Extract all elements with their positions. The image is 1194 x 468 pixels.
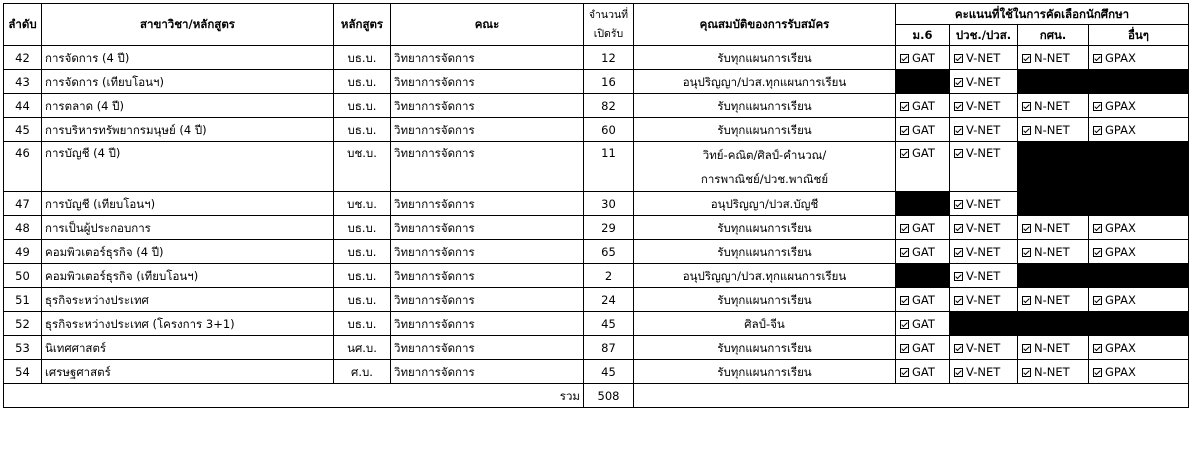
header-m6: ม.6: [896, 25, 950, 46]
row-faculty: วิทยาการจัดการ: [391, 312, 584, 336]
checkbox-checked-icon: [1093, 296, 1102, 305]
checkbox-checked-icon: [900, 102, 909, 111]
score-voc: [950, 192, 1018, 216]
score-label: GAT: [912, 50, 935, 65]
checkbox-checked-icon: [1022, 344, 1031, 353]
row-no: 42: [4, 46, 42, 70]
score-other: [1089, 240, 1189, 264]
score-label: N-NET: [1034, 292, 1070, 307]
row-degree: บธ.บ.: [334, 264, 391, 288]
row-qualification: อนุปริญญา/ปวส.ทุกแผนการเรียน: [634, 70, 896, 94]
row-faculty: วิทยาการจัดการ: [391, 360, 584, 384]
row-seats: 30: [584, 192, 634, 216]
row-seats: 65: [584, 240, 634, 264]
row-major: การจัดการ (4 ปี): [42, 46, 334, 70]
table-row: [4, 288, 1189, 312]
table-row: [4, 142, 1189, 192]
row-faculty: วิทยาการจัดการ: [391, 240, 584, 264]
row-no: 47: [4, 192, 42, 216]
checkbox-checked-icon: [954, 78, 963, 87]
score-other: [1089, 94, 1189, 118]
score-nfe: [1018, 94, 1089, 118]
row-seats: 2: [584, 264, 634, 288]
row-major: การตลาด (4 ปี): [42, 94, 334, 118]
score-label: GAT: [912, 244, 935, 259]
row-faculty: วิทยาการจัดการ: [391, 192, 584, 216]
checkbox-checked-icon: [900, 368, 909, 377]
checkbox-checked-icon: [954, 54, 963, 63]
score-m6: [896, 240, 950, 264]
row-faculty: วิทยาการจัดการ: [391, 288, 584, 312]
score-voc: [950, 288, 1018, 312]
score-voc-nfe-other-blocked: [950, 312, 1189, 336]
score-voc: [950, 94, 1018, 118]
row-qualification: รับทุกแผนการเรียน: [634, 336, 896, 360]
row-major: ธุรกิจระหว่างประเทศ: [42, 288, 334, 312]
score-label: GAT: [912, 364, 935, 379]
header-scores: คะแนนที่ใช้ในการคัดเลือกนักศึกษา: [896, 4, 1189, 25]
score-label: N-NET: [1034, 244, 1070, 259]
row-faculty: วิทยาการจัดการ: [391, 46, 584, 70]
row-no: 48: [4, 216, 42, 240]
table-row: [4, 216, 1189, 240]
table-row: [4, 70, 1189, 94]
row-degree: ศ.บ.: [334, 360, 391, 384]
checkbox-checked-icon: [1022, 296, 1031, 305]
row-major: การบัญชี (เทียบโอนฯ): [42, 192, 334, 216]
score-m6: [896, 312, 950, 336]
checkbox-checked-icon: [1093, 54, 1102, 63]
score-m6-blocked: [896, 70, 950, 94]
score-m6: [896, 216, 950, 240]
score-label: GAT: [912, 340, 935, 355]
checkbox-checked-icon: [954, 224, 963, 233]
row-major: การเป็นผู้ประกอบการ: [42, 216, 334, 240]
row-seats: 24: [584, 288, 634, 312]
row-seats: 45: [584, 312, 634, 336]
row-degree: บช.บ.: [334, 142, 391, 192]
row-seats: 11: [584, 142, 634, 192]
row-degree: บธ.บ.: [334, 288, 391, 312]
row-faculty: วิทยาการจัดการ: [391, 216, 584, 240]
score-voc: [950, 336, 1018, 360]
score-nfe: [1018, 360, 1089, 384]
table-row: [4, 94, 1189, 118]
score-label: V-NET: [966, 220, 1001, 235]
header-major: สาขาวิชา/หลักสูตร: [42, 4, 334, 46]
score-nfe-other-blocked: [1018, 264, 1189, 288]
row-faculty: วิทยาการจัดการ: [391, 142, 584, 192]
row-degree: บธ.บ.: [334, 312, 391, 336]
row-degree: บธ.บ.: [334, 46, 391, 70]
score-label: GAT: [912, 146, 935, 160]
row-no: 43: [4, 70, 42, 94]
score-other: [1089, 360, 1189, 384]
row-degree: บธ.บ.: [334, 94, 391, 118]
checkbox-checked-icon: [900, 248, 909, 257]
row-qualification: รับทุกแผนการเรียน: [634, 118, 896, 142]
score-label: GPAX: [1105, 220, 1136, 235]
header-faculty: คณะ: [391, 4, 584, 46]
total-filler: [634, 384, 1189, 408]
row-degree: นศ.บ.: [334, 336, 391, 360]
row-degree: บธ.บ.: [334, 240, 391, 264]
score-label: V-NET: [966, 268, 1001, 283]
score-label: GPAX: [1105, 292, 1136, 307]
table-row: [4, 312, 1189, 336]
total-row: [4, 384, 1189, 408]
score-label: V-NET: [966, 244, 1001, 259]
header-qualification: คุณสมบัติของการรับสมัคร: [634, 4, 896, 46]
table-row: [4, 46, 1189, 70]
total-value: 508: [584, 384, 634, 408]
row-faculty: วิทยาการจัดการ: [391, 94, 584, 118]
checkbox-checked-icon: [1022, 224, 1031, 233]
header-voc: ปวช./ปวส.: [950, 25, 1018, 46]
row-qualification: อนุปริญญา/ปวส.บัญชี: [634, 192, 896, 216]
table-row: [4, 336, 1189, 360]
row-major: นิเทศศาสตร์: [42, 336, 334, 360]
row-faculty: วิทยาการจัดการ: [391, 264, 584, 288]
header-nfe: กศน.: [1018, 25, 1089, 46]
row-no: 52: [4, 312, 42, 336]
row-faculty: วิทยาการจัดการ: [391, 336, 584, 360]
checkbox-checked-icon: [900, 224, 909, 233]
row-no: 51: [4, 288, 42, 312]
row-no: 53: [4, 336, 42, 360]
row-qualification: รับทุกแผนการเรียน: [634, 360, 896, 384]
checkbox-checked-icon: [900, 149, 909, 158]
score-label: GAT: [912, 316, 935, 331]
checkbox-checked-icon: [1093, 102, 1102, 111]
score-other: [1089, 118, 1189, 142]
checkbox-checked-icon: [1093, 248, 1102, 257]
score-voc: [950, 240, 1018, 264]
score-m6: [896, 94, 950, 118]
score-label: V-NET: [966, 292, 1001, 307]
score-m6-blocked: [896, 264, 950, 288]
score-label: GPAX: [1105, 340, 1136, 355]
score-other: [1089, 288, 1189, 312]
score-other: [1089, 46, 1189, 70]
row-seats: 12: [584, 46, 634, 70]
table-row: [4, 118, 1189, 142]
total-label: รวม: [4, 384, 584, 408]
score-nfe: [1018, 240, 1089, 264]
score-other: [1089, 216, 1189, 240]
table-row: [4, 192, 1189, 216]
score-m6: [896, 118, 950, 142]
row-seats: 29: [584, 216, 634, 240]
score-nfe: [1018, 216, 1089, 240]
score-label: V-NET: [966, 340, 1001, 355]
score-label: GPAX: [1105, 50, 1136, 65]
header-seats-line1: จำนวนที่: [588, 8, 629, 21]
row-seats: 16: [584, 70, 634, 94]
score-nfe-other-blocked: [1018, 70, 1189, 94]
score-label: N-NET: [1034, 122, 1070, 137]
row-degree: บช.บ.: [334, 192, 391, 216]
row-seats: 45: [584, 360, 634, 384]
score-voc: [950, 216, 1018, 240]
row-no: 45: [4, 118, 42, 142]
score-m6: [896, 360, 950, 384]
score-label: GPAX: [1105, 98, 1136, 113]
row-no: 44: [4, 94, 42, 118]
score-label: V-NET: [966, 98, 1001, 113]
row-major: คอมพิวเตอร์ธุรกิจ (เทียบโอนฯ): [42, 264, 334, 288]
checkbox-checked-icon: [1022, 54, 1031, 63]
row-qualification: รับทุกแผนการเรียน: [634, 216, 896, 240]
score-label: N-NET: [1034, 340, 1070, 355]
score-m6: [896, 46, 950, 70]
checkbox-checked-icon: [954, 296, 963, 305]
row-major: การจัดการ (เทียบโอนฯ): [42, 70, 334, 94]
score-voc: [950, 142, 1018, 192]
score-m6: [896, 336, 950, 360]
score-m6: [896, 288, 950, 312]
table-row: [4, 240, 1189, 264]
score-label: N-NET: [1034, 364, 1070, 379]
row-major: ธุรกิจระหว่างประเทศ (โครงการ 3+1): [42, 312, 334, 336]
row-qualification: อนุปริญญา/ปวส.ทุกแผนการเรียน: [634, 264, 896, 288]
row-major: การบริหารทรัพยากรมนุษย์ (4 ปี): [42, 118, 334, 142]
checkbox-checked-icon: [954, 368, 963, 377]
score-label: GPAX: [1105, 244, 1136, 259]
checkbox-checked-icon: [900, 320, 909, 329]
row-qualification: รับทุกแผนการเรียน: [634, 288, 896, 312]
score-label: GAT: [912, 292, 935, 307]
checkbox-checked-icon: [1093, 368, 1102, 377]
checkbox-checked-icon: [1022, 248, 1031, 257]
score-label: N-NET: [1034, 220, 1070, 235]
score-label: N-NET: [1034, 98, 1070, 113]
checkbox-checked-icon: [1022, 102, 1031, 111]
checkbox-checked-icon: [954, 344, 963, 353]
row-major: เศรษฐศาสตร์: [42, 360, 334, 384]
checkbox-checked-icon: [954, 200, 963, 209]
score-m6-blocked: [896, 192, 950, 216]
checkbox-checked-icon: [1022, 126, 1031, 135]
row-qualification: รับทุกแผนการเรียน: [634, 94, 896, 118]
row-no: 49: [4, 240, 42, 264]
score-label: GPAX: [1105, 364, 1136, 379]
score-label: GAT: [912, 122, 935, 137]
score-voc: [950, 118, 1018, 142]
score-voc: [950, 264, 1018, 288]
score-nfe: [1018, 336, 1089, 360]
checkbox-checked-icon: [900, 296, 909, 305]
row-no: 46: [4, 142, 42, 192]
row-faculty: วิทยาการจัดการ: [391, 70, 584, 94]
header-degree: หลักสูตร: [334, 4, 391, 46]
checkbox-checked-icon: [900, 126, 909, 135]
score-voc: [950, 70, 1018, 94]
score-label: V-NET: [966, 146, 1001, 160]
checkbox-checked-icon: [1022, 368, 1031, 377]
row-seats: 82: [584, 94, 634, 118]
header-no: ลำดับ: [4, 4, 42, 46]
header-other: อื่นๆ: [1089, 25, 1189, 46]
checkbox-checked-icon: [954, 248, 963, 257]
checkbox-checked-icon: [1093, 224, 1102, 233]
score-voc: [950, 360, 1018, 384]
row-major: การบัญชี (4 ปี): [42, 142, 334, 192]
score-label: V-NET: [966, 364, 1001, 379]
row-no: 54: [4, 360, 42, 384]
table-row: [4, 264, 1189, 288]
checkbox-checked-icon: [1093, 344, 1102, 353]
score-label: V-NET: [966, 196, 1001, 211]
qualification-line2: การพาณิชย์/ปวช.พาณิชย์: [700, 171, 829, 186]
row-degree: บธ.บ.: [334, 118, 391, 142]
score-label: V-NET: [966, 122, 1001, 137]
score-nfe: [1018, 46, 1089, 70]
row-degree: บธ.บ.: [334, 70, 391, 94]
score-label: V-NET: [966, 74, 1001, 89]
row-seats: 60: [584, 118, 634, 142]
row-no: 50: [4, 264, 42, 288]
score-label: GAT: [912, 98, 935, 113]
checkbox-checked-icon: [1093, 126, 1102, 135]
row-degree: บธ.บ.: [334, 216, 391, 240]
score-label: N-NET: [1034, 50, 1070, 65]
table-row: [4, 360, 1189, 384]
checkbox-checked-icon: [954, 149, 963, 158]
score-nfe: [1018, 288, 1089, 312]
checkbox-checked-icon: [900, 54, 909, 63]
score-other: [1089, 336, 1189, 360]
checkbox-checked-icon: [900, 344, 909, 353]
row-major: คอมพิวเตอร์ธุรกิจ (4 ปี): [42, 240, 334, 264]
score-m6: [896, 142, 950, 192]
row-seats: 87: [584, 336, 634, 360]
row-qualification: ศิลป์-จีน: [634, 312, 896, 336]
admission-table: [3, 3, 1189, 408]
score-label: V-NET: [966, 50, 1001, 65]
row-qualification: รับทุกแผนการเรียน: [634, 240, 896, 264]
header-seats: [584, 4, 634, 46]
checkbox-checked-icon: [954, 102, 963, 111]
score-nfe-other-blocked: [1018, 142, 1189, 216]
checkbox-checked-icon: [954, 272, 963, 281]
header-seats-line2: เปิดรับ: [593, 27, 624, 40]
row-faculty: วิทยาการจัดการ: [391, 118, 584, 142]
qualification-line1: วิทย์-คณิต/ศิลป์-คำนวณ/: [702, 147, 827, 162]
score-voc: [950, 46, 1018, 70]
row-qualification: รับทุกแผนการเรียน: [634, 46, 896, 70]
row-qualification: [634, 142, 896, 192]
checkbox-checked-icon: [954, 126, 963, 135]
score-nfe: [1018, 118, 1089, 142]
score-label: GPAX: [1105, 122, 1136, 137]
score-label: GAT: [912, 220, 935, 235]
